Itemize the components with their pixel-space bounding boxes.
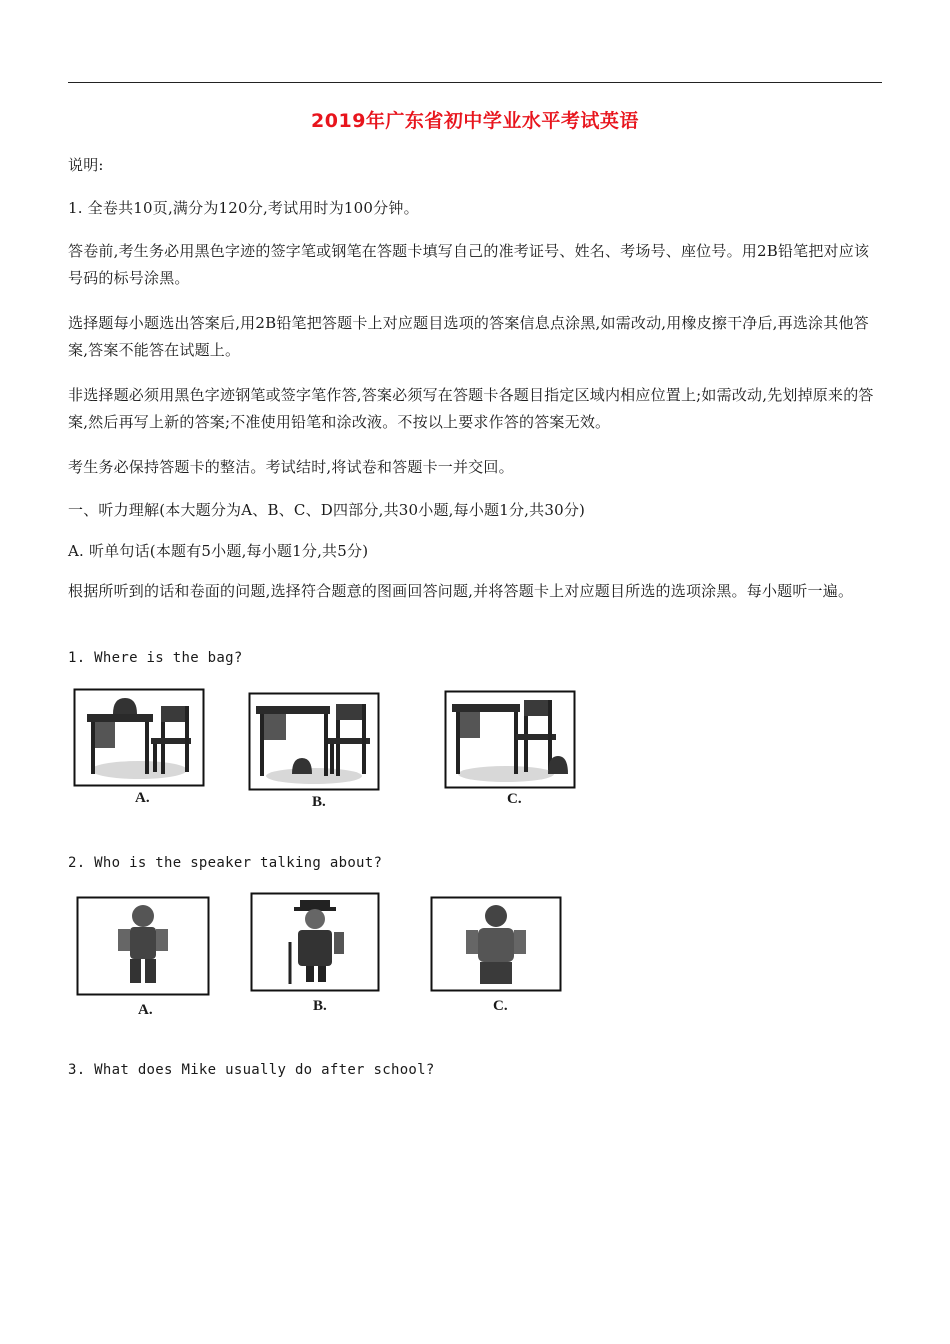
instructions-heading: 说明: [68, 156, 104, 174]
q1-option-c-picture [444, 690, 576, 790]
instruction-item-2: 答卷前,考生务必用黑色字迹的签字笔或钢笔在答题卡填写自己的准考证号、姓名、考场号、座位号。用2B铅笔把对应该号码的标号涂黑。 [68, 242, 870, 287]
section-title: 一、听力理解(本大题分为A、B、C、D四部分,共30小题,每小题1分,共30分) [68, 501, 586, 519]
instruction-item-3: 选择题每小题选出答案后,用2B铅笔把答题卡上对应题目选项的答案信息点涂黑,如需改动,用橡皮擦干净后,再选涂其他答案,答案不能答在试题上。 [68, 314, 869, 359]
question-1: 1. Where is the bag? [68, 650, 243, 666]
question-2: 2. Who is the speaker talking about? [68, 855, 383, 871]
q1-option-b-label: B. [312, 794, 326, 810]
q2-option-b-picture [250, 892, 380, 992]
q1-option-c-label: C. [507, 791, 522, 807]
q2-option-a-picture [76, 896, 210, 996]
page-title: 2019年广东省初中学业水平考试英语 [311, 110, 639, 132]
q2-option-c-label: C. [493, 998, 508, 1014]
q2-option-a-label: A. [138, 1002, 153, 1018]
q2-option-b-label: B. [313, 998, 327, 1014]
question-3: 3. What does Mike usually do after school? [68, 1062, 435, 1078]
q1-option-b-picture [248, 692, 380, 792]
part-a-directions: 根据所听到的话和卷面的问题,选择符合题意的图画回答问题,并将答题卡上对应题目所选的选项涂黑。每小题听一遍。 [68, 582, 854, 600]
header-rule [68, 82, 882, 83]
q1-option-a-label: A. [135, 790, 150, 806]
instruction-item-4: 非选择题必须用黑色字迹钢笔或签字笔作答,答案必须写在答题卡各题目指定区域内相应位置上;如需改动,先划掉原来的答案,然后再写上新的答案;不准使用铅笔和涂改液。不按以上要求作答的答案无效。 [68, 386, 874, 431]
q2-option-c-picture [430, 896, 562, 992]
q1-option-a-picture [73, 688, 205, 788]
instruction-item-1: 1. 全卷共10页,满分为120分,考试用时为100分钟。 [68, 199, 419, 217]
part-a-title: A. 听单句话(本题有5小题,每小题1分,共5分) [68, 542, 369, 560]
instruction-item-5: 考生务必保持答题卡的整洁。考试结时,将试卷和答题卡一并交回。 [68, 458, 514, 476]
